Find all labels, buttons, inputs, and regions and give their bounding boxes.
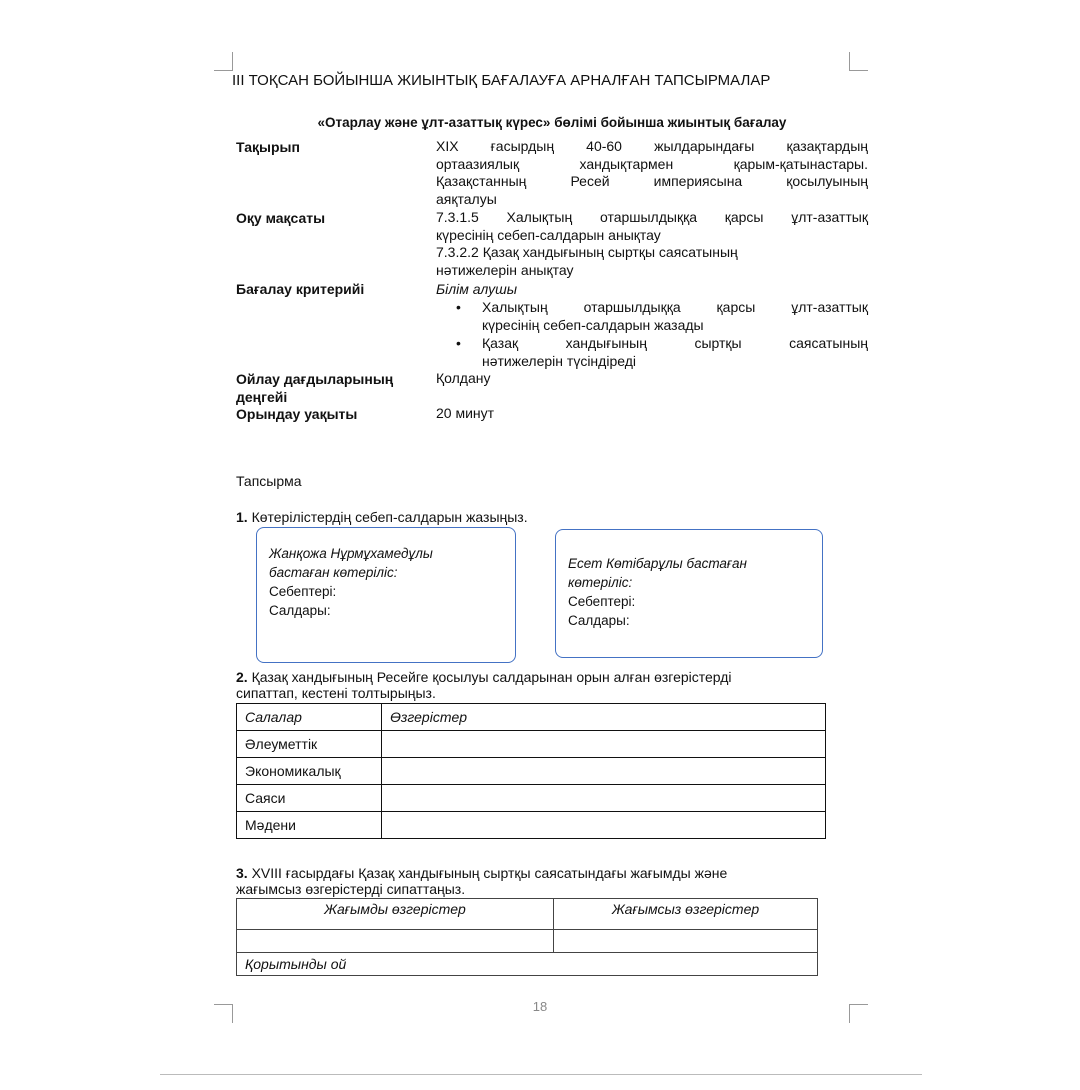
table-cell: Мәдени [237, 812, 382, 839]
reasons-label: Себептері: [269, 584, 337, 599]
goal-label: Оқу мақсаты [236, 210, 326, 226]
reasons-label: Себептері: [568, 594, 636, 609]
question-3 [236, 865, 836, 897]
box-title-line: Жанқожа Нұрмұхамедұлы [269, 546, 433, 561]
table-cell: Саяси [237, 785, 382, 812]
criteria-label: Бағалау критерийі [236, 281, 365, 297]
skill-label-line: деңгейі [236, 389, 288, 405]
question-number: 3. [236, 865, 248, 881]
topic-value [436, 138, 868, 208]
table-row [237, 930, 818, 953]
results-label: Салдары: [568, 613, 630, 628]
topic-line: ортаазиялық хандықтармен қарым-қатынастары. [436, 155, 868, 172]
page-divider [160, 1074, 922, 1075]
table-row [237, 785, 826, 812]
corner-mark-bottom-right [849, 1004, 868, 1023]
criteria-line: нәтижелерін түсіндіреді [482, 353, 636, 369]
table-header-row [237, 704, 826, 731]
table-cell: Экономикалық [237, 758, 382, 785]
corner-mark-top-left [214, 52, 233, 71]
table-row [237, 953, 818, 976]
foreign-policy-table [236, 898, 818, 976]
criteria-line: күресінің себеп-салдарын жазады [482, 317, 704, 333]
uprising-box-right[interactable] [555, 529, 823, 658]
criteria-intro: Білім алушы [436, 281, 518, 297]
changes-table [236, 703, 826, 839]
skill-label-line: Ойлау дағдыларының [236, 371, 394, 387]
corner-mark-top-right [849, 52, 868, 71]
time-label: Орындау уақыты [236, 406, 358, 422]
topic-line: Қазақстанның Ресей империясына қосылуының [436, 173, 868, 189]
table-header-row [237, 899, 818, 930]
table-cell: Әлеуметтік [237, 731, 382, 758]
topic-line: XIX ғасырдың 40-60 жылдарындағы қазақтардың [436, 138, 868, 154]
question-2 [236, 669, 836, 701]
table-input-cell[interactable] [382, 812, 826, 839]
table-header-cell: Жағымсыз өзгерістер [554, 899, 818, 930]
corner-mark-bottom-left [214, 1004, 233, 1023]
table-row [237, 731, 826, 758]
question-text: Көтерілістердің себеп-салдарын жазыңыз. [247, 509, 528, 525]
results-label: Салдары: [269, 603, 331, 618]
criteria-line: • Халықтың отаршылдыққа қарсы ұлт-азаттық [482, 299, 868, 315]
box-title: Есет Көтібарұлы бастаған көтеріліс: [568, 556, 747, 590]
skill-label [236, 370, 421, 406]
question-text: сипаттап, кестені толтырыңыз. [236, 685, 436, 701]
page-number: 18 [532, 999, 548, 1014]
question-number: 1. [236, 509, 248, 525]
criteria-list [456, 298, 868, 370]
topic-label: Тақырып [236, 139, 300, 155]
table-row [237, 812, 826, 839]
table-input-cell[interactable] [554, 930, 818, 953]
question-text: жағымсыз өзгерістерді сипаттаңыз. [236, 881, 466, 897]
box-title-line: бастаған көтеріліс: [269, 565, 398, 580]
table-header-cell: Өзгерістер [382, 704, 826, 731]
goal-line: нәтижелерін анықтау [436, 261, 574, 278]
table-input-cell[interactable] [382, 731, 826, 758]
uprising-box-left[interactable] [256, 527, 516, 663]
time-value: 20 минут [436, 405, 495, 421]
task-title: Тапсырма [236, 473, 302, 489]
table-input-cell[interactable] [382, 785, 826, 812]
topic-line: аяқталуы [436, 190, 497, 207]
question-1 [236, 509, 836, 525]
goal-line: 7.3.2.2 Қазақ хандығының сыртқы саясатының [436, 244, 738, 260]
table-input-cell[interactable] [237, 930, 554, 953]
table-header-cell: Салалар [237, 704, 382, 731]
section-subtitle: «Отарлау және ұлт-азаттық күрес» бөлімі бойынша жиынтық бағалау [317, 115, 787, 130]
criteria-item [456, 298, 868, 334]
goal-line: күресінің себеп-салдарын анықтау [436, 226, 661, 243]
table-row [237, 758, 826, 785]
conclusion-cell[interactable]: Қорытынды ой [237, 953, 818, 976]
question-text: XVIII ғасырдағы Қазақ хандығының сыртқы саясатындағы жағымды және [247, 865, 728, 881]
question-text: Қазақ хандығының Ресейге қосылуы салдарынан орын алған өзгерістерді [247, 669, 732, 685]
document-title: ІІІ ТОҚСАН БОЙЫНША ЖИЫНТЫҚ БАҒАЛАУҒА АРНАЛҒАН ТАПСЫРМАЛАР [232, 72, 771, 89]
table-input-cell[interactable] [382, 758, 826, 785]
criteria-line: • Қазақ хандығының сыртқы саясатының [482, 335, 868, 351]
table-header-cell: Жағымды өзгерістер [237, 899, 554, 930]
goal-value [436, 209, 868, 279]
skill-value: Қолдану [436, 370, 491, 386]
criteria-item [456, 334, 868, 370]
question-number: 2. [236, 669, 248, 685]
goal-line: 7.3.1.5 Халықтың отаршылдыққа қарсы ұлт-азаттық [436, 209, 868, 225]
